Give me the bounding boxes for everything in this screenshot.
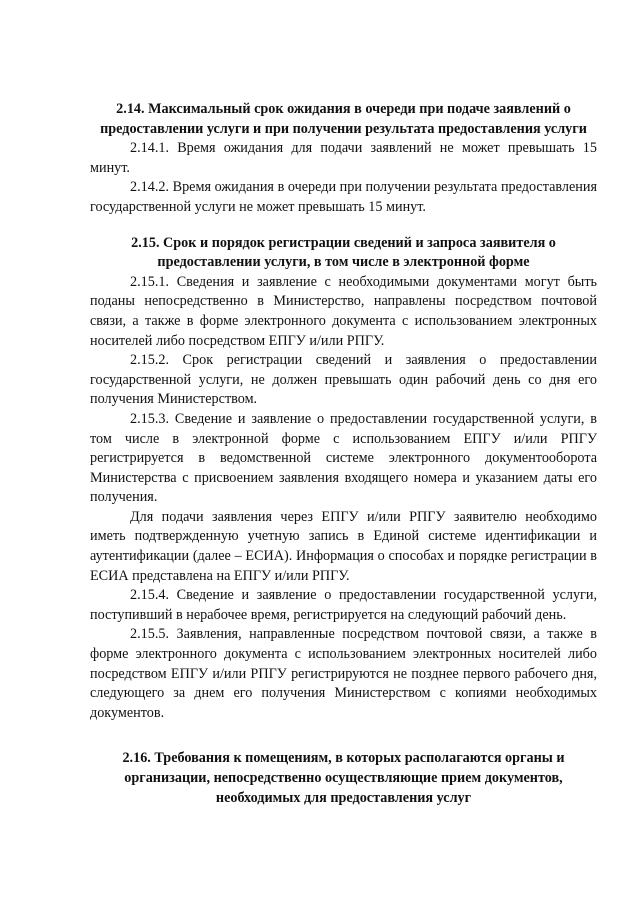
section-spacer	[90, 218, 597, 234]
paragraph-2-14-2: 2.14.2. Время ожидания в очереди при получении результата предоставления государственной услуги не может превышать 15 минут.	[90, 179, 597, 215]
section-heading-2-14: 2.14. Максимальный срок ожидания в очереди при подаче заявлений о предоставлении услуги и при получении результата предоставления услуги	[100, 101, 587, 137]
section-heading-2-16: 2.16. Требования к помещениям, в которых располагаются органы и организации, непосредственно осуществляющие прием документов, необходимых для предоставления услуг	[122, 750, 565, 806]
paragraph-2-15-1: 2.15.1. Сведения и заявление с необходимыми документами могут быть поданы непосредственно в Министерство, направлены посредством почтовой связи, а также в форме электронного документа с использованием электронных носителей либо посредством ЕПГУ и/или РПГУ.	[90, 273, 597, 349]
paragraph-2-15-5: 2.15.5. Заявления, направленные посредством почтовой связи, а также в форме электронного документа с использованием электронных носителей либо посредством ЕПГУ и/или РПГУ регистрируются не позднее первого рабочего дня, следующего за днем его получения Министерством с копиями необходимых документов.	[90, 626, 597, 721]
paragraph-2-15-4: 2.15.4. Сведение и заявление о предоставлении государственной услуги, поступивший в нерабочее время, регистрируется на следующий рабочий день.	[90, 587, 597, 623]
section-spacer	[90, 723, 597, 749]
paragraph-2-15-2: 2.15.2. Срок регистрации сведений и заявления о предоставлении государственной услуги, не должен превышать один рабочий день со дня его получения Министерством.	[90, 352, 597, 408]
paragraph-2-15-3: 2.15.3. Сведение и заявление о предоставлении государственной услуги, в том числе в электронной форме с использованием ЕПГУ и/или РПГУ регистрируется в ведомственной системе электронного документооборота Министерства с присвоением заявления входящего номера и указанием даты его получения.	[90, 410, 597, 506]
paragraph-2-14-1: 2.14.1. Время ожидания для подачи заявлений не может превышать 15 минут.	[90, 140, 597, 176]
document-page	[90, 100, 597, 808]
section-heading-2-15: 2.15. Срок и порядок регистрации сведений и запроса заявителя о предоставлении услуги, в том числе в электронной форме	[131, 234, 556, 271]
paragraph-esia-info: Для подачи заявления через ЕПГУ и/или РПГУ заявителю необходимо иметь подтвержденную учетную запись в Единой системе идентификации и аутентификации (далее – ЕСИА). Информация о способах и порядке регистрации в ЕСИА представлена на ЕПГУ и/или РПГУ.	[90, 508, 597, 584]
